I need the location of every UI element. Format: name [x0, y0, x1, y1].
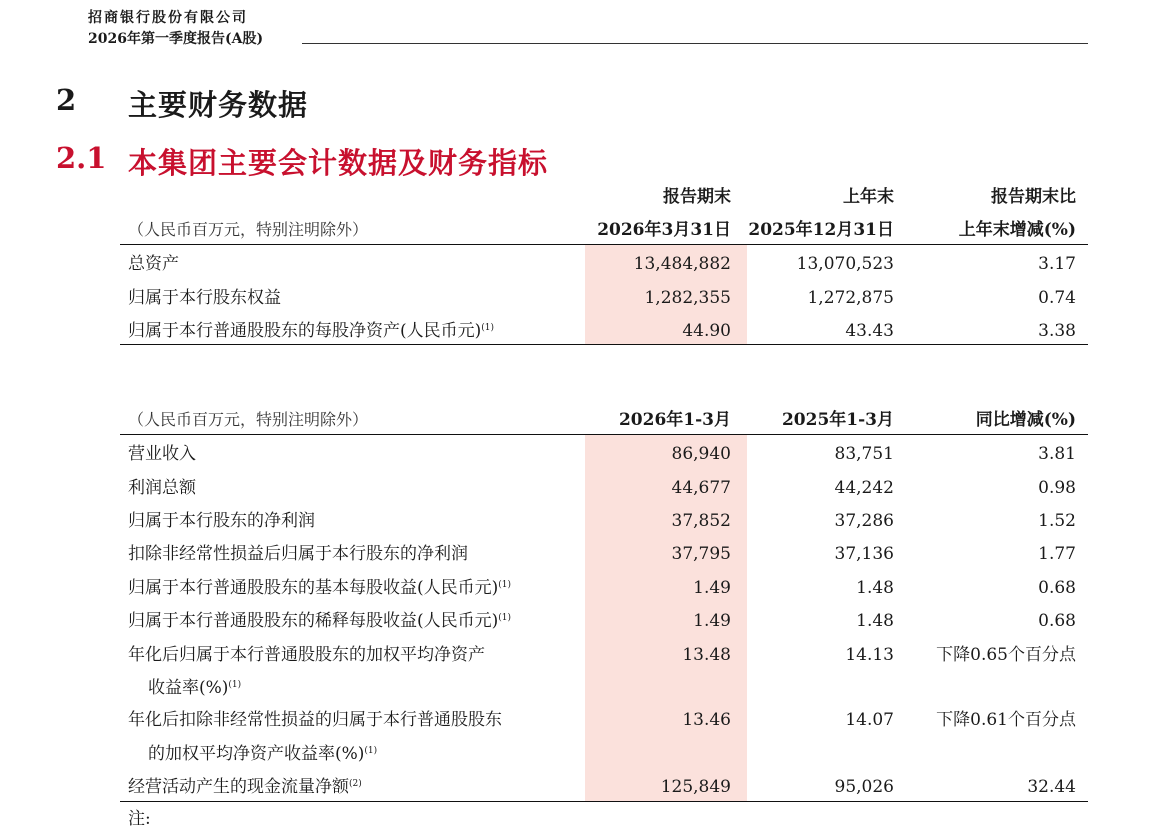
table-rule [120, 344, 1088, 345]
subsection-number: 2.1 [56, 141, 107, 175]
table-cell: 1,272,875 [807, 288, 894, 308]
table-cell: 86,940 [671, 444, 731, 464]
table-cell: 1.48 [856, 611, 894, 631]
footnote-ref: (2) [349, 779, 362, 789]
col-header: 同比增减(%) [975, 410, 1076, 430]
row-label: 营业收入 [128, 444, 196, 464]
table-cell: 37,286 [834, 511, 894, 531]
col-header: 上年末 [843, 187, 894, 207]
table-cell: 0.74 [1038, 288, 1076, 308]
table-cell: 44,677 [671, 478, 731, 498]
table-cell: 37,136 [834, 544, 894, 564]
row-label: 归属于本行普通股股东的基本每股收益(人民币元)$^{(1)}$ [128, 578, 512, 598]
col-header: 报告期末比 [991, 187, 1076, 207]
table-cell: 13,070,523 [796, 254, 894, 274]
row-label: 利润总额 [128, 478, 196, 498]
col-header: 2026年1-3月 [618, 410, 731, 430]
table-cell: 1.52 [1038, 511, 1076, 531]
table-cell: 0.98 [1038, 478, 1076, 498]
table-cell: 下降0.61个百分点 [936, 710, 1076, 730]
section-number: 2 [56, 83, 77, 117]
table-cell: 3.81 [1038, 444, 1076, 464]
table-cell: 1.48 [856, 578, 894, 598]
table-rule [120, 801, 1088, 802]
table-cell: 44,242 [834, 478, 894, 498]
unit-note: （人民币百万元，特别注明除外） [128, 220, 369, 239]
company-name: 招商银行股份有限公司 [88, 10, 248, 26]
row-label: 年化后归属于本行普通股股东的加权平均净资产 [128, 645, 485, 665]
table-rule [120, 244, 1088, 245]
row-label: 归属于本行股东的净利润 [128, 511, 315, 531]
section-title: 主要财务数据 [128, 88, 309, 122]
row-label-continued: 的加权平均净资产收益率(%)$^{(1)}$ [148, 744, 378, 764]
table-rule [120, 434, 1088, 435]
table-cell: 1,282,355 [644, 288, 731, 308]
footnote-ref: (1) [498, 613, 512, 623]
table-cell: 37,795 [671, 544, 731, 564]
table-cell: 14.07 [845, 710, 894, 730]
table-cell: 0.68 [1038, 578, 1076, 598]
header-rule [302, 43, 1088, 44]
unit-note: （人民币百万元，特别注明除外） [128, 410, 369, 429]
table-cell: 13.48 [682, 645, 731, 665]
table-cell: 13.46 [682, 710, 731, 730]
table-cell: 14.13 [845, 645, 894, 665]
row-label: 总资产 [128, 254, 179, 274]
footnote-ref: (1) [364, 746, 378, 756]
table-cell: 83,751 [834, 444, 894, 464]
row-label: 经营活动产生的现金流量净额$^{(2)}$ [128, 777, 362, 797]
table-cell: 95,026 [834, 777, 894, 797]
row-label: 归属于本行普通股股东的稀释每股收益(人民币元)$^{(1)}$ [128, 611, 512, 631]
table-cell: 13,484,882 [633, 254, 731, 274]
report-title: 2026年第一季度报告(A股) [88, 31, 264, 47]
row-label-continued: 收益率(%)$^{(1)}$ [148, 678, 242, 698]
col-header: 2026年3月31日 [597, 220, 731, 240]
row-label: 年化后扣除非经常性损益的归属于本行普通股股东 [128, 710, 502, 730]
footnote-ref: (1) [228, 680, 242, 690]
table-cell: 下降0.65个百分点 [936, 645, 1076, 665]
table-cell: 3.38 [1038, 321, 1076, 341]
col-header: 上年末增减(%) [958, 220, 1076, 240]
table-cell: 1.49 [693, 611, 731, 631]
table-cell: 32.44 [1027, 777, 1076, 797]
row-label: 扣除非经常性损益后归属于本行股东的净利润 [128, 544, 468, 564]
table-cell: 1.49 [693, 578, 731, 598]
table-cell: 125,849 [660, 777, 731, 797]
table-cell: 37,852 [671, 511, 731, 531]
row-label: 归属于本行股东权益 [128, 288, 281, 308]
subsection-title: 本集团主要会计数据及财务指标 [128, 146, 549, 180]
table-cell: 44.90 [682, 321, 731, 341]
footnote-ref: (1) [498, 580, 512, 590]
table-cell: 1.77 [1038, 544, 1076, 564]
col-header: 2025年12月31日 [748, 220, 894, 240]
footnote-ref: (1) [481, 323, 495, 333]
table-cell: 0.68 [1038, 611, 1076, 631]
table-cell: 43.43 [845, 321, 894, 341]
row-label: 归属于本行普通股股东的每股净资产(人民币元)$^{(1)}$ [128, 321, 495, 341]
table-cell: 3.17 [1038, 254, 1076, 274]
col-header: 报告期末 [663, 187, 731, 207]
col-header: 2025年1-3月 [781, 410, 894, 430]
footnote-label: 注: [128, 809, 151, 829]
